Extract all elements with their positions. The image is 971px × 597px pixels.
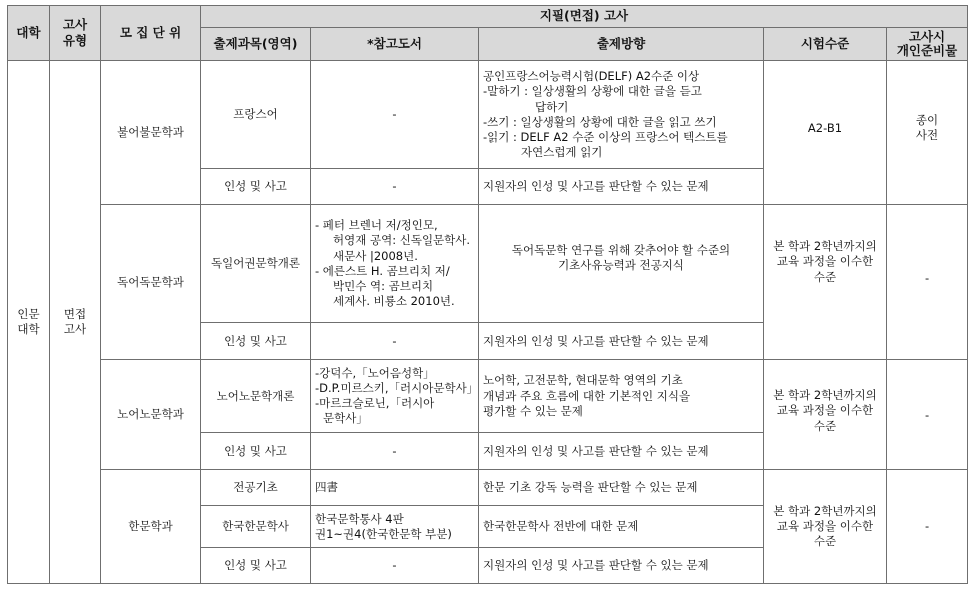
direction-cell	[479, 61, 764, 169]
direction-line: -쓰기 : 일상생활의 상황에 대한 글을 읽고 쓰기	[483, 114, 717, 129]
direction-line: -말하기 : 일상생활의 상황에 대한 글을 듣고	[483, 84, 702, 99]
header-exam-type: 고사 유형	[50, 6, 101, 61]
header-university: 대학	[8, 6, 50, 61]
direction-cell: 한국한문학사 전반에 대한 문제	[479, 506, 764, 548]
direction-line: 답하기	[535, 99, 569, 114]
subject-cell: 전공기초	[201, 470, 311, 506]
reference-line: - 페터 브렌너 저/정인모,	[315, 218, 438, 233]
personal-items-cell: -	[887, 360, 968, 470]
reference-line: 허영재 공역: 신독일문학사.	[333, 233, 471, 248]
department-name: 불어불문학과	[101, 61, 201, 205]
reference-cell: -	[311, 61, 479, 169]
level-cell: 본 학과 2학년까지의 교육 과정을 이수한 수준	[764, 360, 887, 470]
header-level: 시험수준	[764, 27, 887, 61]
reference-line: -강덕수,「노어음성학」	[315, 365, 435, 380]
table-row	[8, 61, 968, 169]
subject-cell: 독일어권문학개론	[201, 205, 311, 323]
reference-cell	[311, 360, 479, 433]
personal-items-cell: 종이 사전	[887, 61, 968, 205]
direction-line: 공인프랑스어능력시험(DELF) A2수준 이상	[483, 69, 700, 84]
reference-cell: -	[311, 323, 479, 360]
header-group-title: 지필(면접) 고사	[201, 6, 968, 28]
header-reference: *참고도서	[311, 27, 479, 61]
reference-line: -D.P.미르스키,「러시아문학사」	[315, 381, 479, 396]
subject-cell: 인성 및 사고	[201, 169, 311, 205]
reference-line: 세계사. 비룡소 2010년.	[333, 294, 455, 309]
exam-table	[7, 5, 968, 584]
direction-line: 자연스럽게 읽기	[521, 145, 603, 160]
header-subject: 출제과목(영역)	[201, 27, 311, 61]
level-cell: A2-B1	[764, 61, 887, 205]
header-recruit-unit: 모 집 단 위	[101, 6, 201, 61]
direction-line: -읽기 : DELF A2 수준 이상의 프랑스어 텍스트를	[483, 129, 728, 144]
personal-items-cell: -	[887, 205, 968, 360]
department-name: 노어노문학과	[101, 360, 201, 470]
direction-cell: 노어학, 고전문학, 현대문학 영역의 기초 개념과 주요 흐름에 대한 기본적인 지식을 평가할 수 있는 문제	[479, 360, 764, 433]
reference-line: 새문사 |2008년.	[333, 248, 418, 263]
reference-cell: 한국문학통사 4판 권1~권4(한국한문학 부분)	[311, 506, 479, 548]
subject-cell: 인성 및 사고	[201, 323, 311, 360]
header-personal-items: 고사시 개인준비물	[887, 27, 968, 61]
header-direction: 출제방향	[479, 27, 764, 61]
reference-cell	[311, 205, 479, 323]
department-name: 한문학과	[101, 470, 201, 584]
direction-cell: 한문 기초 강독 능력을 판단할 수 있는 문제	[479, 470, 764, 506]
reference-cell: -	[311, 169, 479, 205]
reference-line: 박민수 역: 곰브리치	[333, 278, 434, 293]
reference-cell: -	[311, 548, 479, 584]
subject-cell: 노어노문학개론	[201, 360, 311, 433]
direction-cell: 지원자의 인성 및 사고를 판단할 수 있는 문제	[479, 548, 764, 584]
direction-cell: 독어독문학 연구를 위해 갖추어야 할 수준의 기초사유능력과 전공지식	[479, 205, 764, 323]
subject-cell: 인성 및 사고	[201, 433, 311, 470]
subject-cell: 프랑스어	[201, 61, 311, 169]
reference-line: -마르크슬로닌,「러시아	[315, 396, 435, 411]
reference-line: 문학사」	[323, 411, 368, 426]
personal-items-cell: -	[887, 470, 968, 584]
department-name: 독어독문학과	[101, 205, 201, 360]
table-row	[8, 360, 968, 433]
exam-kind-cell: 면접 고사	[50, 61, 101, 584]
direction-cell: 지원자의 인성 및 사고를 판단할 수 있는 문제	[479, 323, 764, 360]
table-row	[8, 470, 968, 506]
direction-cell: 지원자의 인성 및 사고를 판단할 수 있는 문제	[479, 433, 764, 470]
table-row	[8, 205, 968, 323]
reference-cell: 四書	[311, 470, 479, 506]
college-cell: 인문 대학	[8, 61, 50, 584]
subject-cell: 인성 및 사고	[201, 548, 311, 584]
level-cell: 본 학과 2학년까지의 교육 과정을 이수한 수준	[764, 205, 887, 360]
subject-cell: 한국한문학사	[201, 506, 311, 548]
reference-cell: -	[311, 433, 479, 470]
level-cell: 본 학과 2학년까지의 교육 과정을 이수한 수준	[764, 470, 887, 584]
reference-line: - 에른스트 H. 곰브리치 저/	[315, 263, 450, 278]
direction-cell: 지원자의 인성 및 사고를 판단할 수 있는 문제	[479, 169, 764, 205]
